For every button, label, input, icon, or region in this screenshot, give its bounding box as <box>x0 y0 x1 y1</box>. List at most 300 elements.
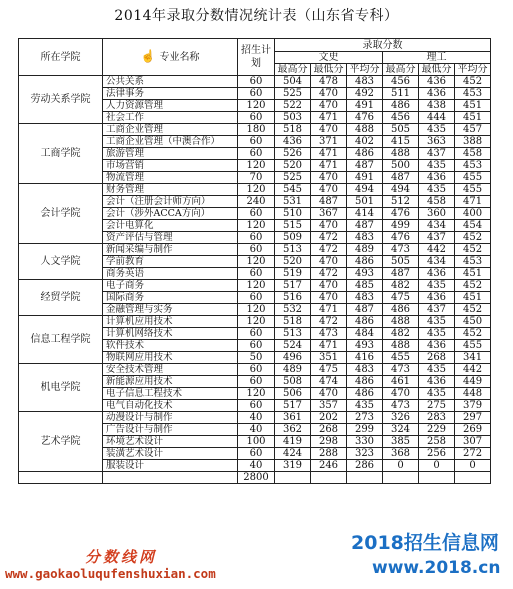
table-row <box>19 412 491 424</box>
science-max-cell: 473 <box>383 400 419 412</box>
liberal-avg-cell: 486 <box>347 376 383 388</box>
liberal-min-cell: 268 <box>311 424 347 436</box>
science-avg-cell: 448 <box>455 388 491 400</box>
science-max-cell: 368 <box>383 448 419 460</box>
science-avg-cell: 455 <box>455 172 491 184</box>
science-max-cell: 494 <box>383 184 419 196</box>
liberal-avg-cell: 489 <box>347 244 383 256</box>
liberal-min-cell: 470 <box>311 172 347 184</box>
liberal-avg-cell: 493 <box>347 268 383 280</box>
science-max-cell: 385 <box>383 436 419 448</box>
science-min-cell: 436 <box>419 292 455 304</box>
science-min-cell: 436 <box>419 172 455 184</box>
plan-cell: 120 <box>238 388 275 400</box>
table-row <box>19 316 491 328</box>
college-name: 艺术学院 <box>19 412 103 472</box>
header-liberal-avg: 平均分 <box>347 64 383 76</box>
liberal-min-cell: 472 <box>311 316 347 328</box>
major-cell: 服装设计 <box>103 460 238 472</box>
plan-cell: 40 <box>238 424 275 436</box>
liberal-avg-cell: 476 <box>347 112 383 124</box>
science-avg-cell: 341 <box>455 352 491 364</box>
table-row <box>19 124 491 136</box>
science-max-cell: 470 <box>383 388 419 400</box>
liberal-min-cell: 474 <box>311 376 347 388</box>
science-min-cell: 458 <box>419 196 455 208</box>
liberal-max-cell: 517 <box>275 400 311 412</box>
science-max-cell: 488 <box>383 340 419 352</box>
science-max-cell: 461 <box>383 376 419 388</box>
science-min-cell: 434 <box>419 220 455 232</box>
science-min-cell: 283 <box>419 412 455 424</box>
total-blank-4 <box>311 472 347 484</box>
liberal-min-cell: 475 <box>311 364 347 376</box>
major-cell: 计算机应用技术 <box>103 316 238 328</box>
plan-cell: 60 <box>238 268 275 280</box>
major-cell: 物流管理 <box>103 172 238 184</box>
liberal-max-cell: 517 <box>275 280 311 292</box>
liberal-avg-cell: 491 <box>347 172 383 184</box>
plan-cell: 60 <box>238 148 275 160</box>
plan-cell: 60 <box>238 448 275 460</box>
liberal-max-cell: 525 <box>275 88 311 100</box>
liberal-min-cell: 470 <box>311 388 347 400</box>
science-max-cell: 476 <box>383 208 419 220</box>
science-avg-cell: 452 <box>455 76 491 88</box>
science-max-cell: 0 <box>383 460 419 472</box>
science-min-cell: 268 <box>419 352 455 364</box>
page-title: 2014年录取分数情况统计表（山东省专科） <box>114 8 399 24</box>
table-body <box>19 76 491 472</box>
science-avg-cell: 388 <box>455 136 491 148</box>
header-major: ☝ 专业名称 <box>103 39 238 76</box>
college-name: 人文学院 <box>19 244 103 280</box>
liberal-min-cell: 472 <box>311 268 347 280</box>
plan-cell: 60 <box>238 76 275 88</box>
plan-cell: 60 <box>238 340 275 352</box>
science-min-cell: 436 <box>419 88 455 100</box>
header-liberal-min: 最低分 <box>311 64 347 76</box>
liberal-avg-cell: 299 <box>347 424 383 436</box>
plan-cell: 60 <box>238 400 275 412</box>
plan-cell: 60 <box>238 244 275 256</box>
major-cell: 资产评估与管理 <box>103 232 238 244</box>
liberal-min-cell: 471 <box>311 112 347 124</box>
science-min-cell: 435 <box>419 160 455 172</box>
science-min-cell: 442 <box>419 244 455 256</box>
science-avg-cell: 297 <box>455 412 491 424</box>
plan-cell: 60 <box>238 328 275 340</box>
science-min-cell: 435 <box>419 328 455 340</box>
science-max-cell: 324 <box>383 424 419 436</box>
liberal-max-cell: 524 <box>275 340 311 352</box>
plan-cell: 240 <box>238 196 275 208</box>
table-row <box>19 364 491 376</box>
liberal-avg-cell: 416 <box>347 352 383 364</box>
plan-cell: 60 <box>238 208 275 220</box>
college-name: 经贸学院 <box>19 280 103 316</box>
major-cell: 法律事务 <box>103 88 238 100</box>
plan-cell: 120 <box>238 220 275 232</box>
liberal-max-cell: 361 <box>275 412 311 424</box>
science-min-cell: 435 <box>419 184 455 196</box>
liberal-avg-cell: 492 <box>347 88 383 100</box>
science-max-cell: 326 <box>383 412 419 424</box>
science-avg-cell: 307 <box>455 436 491 448</box>
liberal-min-cell: 470 <box>311 184 347 196</box>
watermark-url-left: www.gaokaoluqufenshuxian.com <box>5 566 216 581</box>
liberal-min-cell: 471 <box>311 304 347 316</box>
major-cell: 装潢艺术设计 <box>103 448 238 460</box>
science-max-cell: 505 <box>383 124 419 136</box>
liberal-min-cell: 487 <box>311 196 347 208</box>
plan-cell: 120 <box>238 316 275 328</box>
science-min-cell: 436 <box>419 76 455 88</box>
liberal-avg-cell: 273 <box>347 412 383 424</box>
liberal-max-cell: 510 <box>275 208 311 220</box>
pointer-hand-icon: ☝ <box>140 49 156 63</box>
liberal-min-cell: 367 <box>311 208 347 220</box>
liberal-max-cell: 424 <box>275 448 311 460</box>
liberal-min-cell: 298 <box>311 436 347 448</box>
science-avg-cell: 451 <box>455 292 491 304</box>
liberal-avg-cell: 487 <box>347 160 383 172</box>
science-avg-cell: 458 <box>455 148 491 160</box>
science-avg-cell: 455 <box>455 340 491 352</box>
liberal-max-cell: 519 <box>275 268 311 280</box>
liberal-max-cell: 522 <box>275 100 311 112</box>
science-min-cell: 363 <box>419 136 455 148</box>
major-cell: 金融管理与实务 <box>103 304 238 316</box>
plan-cell: 120 <box>238 280 275 292</box>
science-min-cell: 438 <box>419 100 455 112</box>
science-max-cell: 488 <box>383 148 419 160</box>
science-max-cell: 415 <box>383 136 419 148</box>
liberal-min-cell: 470 <box>311 100 347 112</box>
science-avg-cell: 450 <box>455 316 491 328</box>
science-max-cell: 486 <box>383 304 419 316</box>
liberal-avg-cell: 486 <box>347 388 383 400</box>
science-max-cell: 455 <box>383 352 419 364</box>
major-cell: 电子商务 <box>103 280 238 292</box>
major-cell: 广告设计与制作 <box>103 424 238 436</box>
major-cell: 物联网应用技术 <box>103 352 238 364</box>
major-cell: 财务管理 <box>103 184 238 196</box>
liberal-avg-cell: 485 <box>347 280 383 292</box>
plan-cell: 60 <box>238 136 275 148</box>
liberal-max-cell: 319 <box>275 460 311 472</box>
college-name: 工商学院 <box>19 124 103 184</box>
major-cell: 安全技术管理 <box>103 364 238 376</box>
liberal-max-cell: 520 <box>275 256 311 268</box>
major-cell: 工商企业管理（中澳合作） <box>103 136 238 148</box>
science-min-cell: 435 <box>419 316 455 328</box>
liberal-max-cell: 518 <box>275 316 311 328</box>
liberal-max-cell: 531 <box>275 196 311 208</box>
science-min-cell: 437 <box>419 148 455 160</box>
liberal-min-cell: 246 <box>311 460 347 472</box>
liberal-min-cell: 288 <box>311 448 347 460</box>
plan-cell: 120 <box>238 184 275 196</box>
plan-cell: 120 <box>238 256 275 268</box>
major-cell: 商务英语 <box>103 268 238 280</box>
science-avg-cell: 451 <box>455 100 491 112</box>
science-avg-cell: 457 <box>455 124 491 136</box>
major-cell: 计算机网络技术 <box>103 328 238 340</box>
science-max-cell: 482 <box>383 328 419 340</box>
watermark-text-right: 2018招生信息网 <box>351 532 499 554</box>
liberal-avg-cell: 484 <box>347 328 383 340</box>
science-max-cell: 499 <box>383 220 419 232</box>
science-max-cell: 456 <box>383 112 419 124</box>
major-cell: 国际商务 <box>103 292 238 304</box>
science-max-cell: 456 <box>383 76 419 88</box>
liberal-max-cell: 496 <box>275 352 311 364</box>
science-avg-cell: 471 <box>455 196 491 208</box>
science-avg-cell: 379 <box>455 400 491 412</box>
liberal-avg-cell: 501 <box>347 196 383 208</box>
header-science-max: 最高分 <box>383 64 419 76</box>
watermark-logo-left: 分数线网 <box>85 548 158 566</box>
liberal-min-cell: 470 <box>311 124 347 136</box>
plan-cell: 60 <box>238 112 275 124</box>
science-avg-cell: 452 <box>455 232 491 244</box>
science-min-cell: 0 <box>419 460 455 472</box>
total-blank-1 <box>19 472 103 484</box>
major-cell: 动漫设计与制作 <box>103 412 238 424</box>
science-avg-cell: 452 <box>455 328 491 340</box>
header-science: 理工 <box>383 52 491 64</box>
science-min-cell: 436 <box>419 376 455 388</box>
liberal-min-cell: 472 <box>311 244 347 256</box>
liberal-min-cell: 473 <box>311 328 347 340</box>
major-cell: 环境艺术设计 <box>103 436 238 448</box>
liberal-max-cell: 516 <box>275 292 311 304</box>
liberal-max-cell: 489 <box>275 364 311 376</box>
liberal-min-cell: 472 <box>311 232 347 244</box>
liberal-max-cell: 362 <box>275 424 311 436</box>
liberal-max-cell: 515 <box>275 220 311 232</box>
major-cell: 电气自动化技术 <box>103 400 238 412</box>
liberal-max-cell: 526 <box>275 148 311 160</box>
science-max-cell: 488 <box>383 316 419 328</box>
science-min-cell: 435 <box>419 124 455 136</box>
header-college: 所在学院 <box>19 39 103 76</box>
major-cell: 会计（注册会计师方向） <box>103 196 238 208</box>
score-table <box>18 38 491 484</box>
liberal-avg-cell: 488 <box>347 124 383 136</box>
science-avg-cell: 452 <box>455 280 491 292</box>
liberal-min-cell: 202 <box>311 412 347 424</box>
liberal-avg-cell: 323 <box>347 448 383 460</box>
liberal-avg-cell: 483 <box>347 232 383 244</box>
science-min-cell: 258 <box>419 436 455 448</box>
liberal-avg-cell: 483 <box>347 76 383 88</box>
science-avg-cell: 455 <box>455 184 491 196</box>
science-avg-cell: 0 <box>455 460 491 472</box>
plan-cell: 120 <box>238 160 275 172</box>
liberal-avg-cell: 487 <box>347 220 383 232</box>
science-max-cell: 511 <box>383 88 419 100</box>
major-cell: 电子信息工程技术 <box>103 388 238 400</box>
science-max-cell: 475 <box>383 292 419 304</box>
science-min-cell: 229 <box>419 424 455 436</box>
total-blank-3 <box>275 472 311 484</box>
science-avg-cell: 449 <box>455 376 491 388</box>
liberal-avg-cell: 494 <box>347 184 383 196</box>
total-blank-7 <box>419 472 455 484</box>
liberal-min-cell: 471 <box>311 340 347 352</box>
science-min-cell: 434 <box>419 256 455 268</box>
plan-cell: 60 <box>238 232 275 244</box>
liberal-max-cell: 545 <box>275 184 311 196</box>
science-min-cell: 435 <box>419 364 455 376</box>
table-row <box>19 280 491 292</box>
science-min-cell: 444 <box>419 112 455 124</box>
total-plan: 2800 <box>238 472 275 484</box>
liberal-avg-cell: 493 <box>347 340 383 352</box>
plan-cell: 60 <box>238 88 275 100</box>
plan-cell: 60 <box>238 376 275 388</box>
science-max-cell: 476 <box>383 232 419 244</box>
major-cell: 旅游管理 <box>103 148 238 160</box>
plan-cell: 60 <box>238 364 275 376</box>
liberal-avg-cell: 483 <box>347 364 383 376</box>
table-row <box>19 76 491 88</box>
total-blank-5 <box>347 472 383 484</box>
liberal-min-cell: 470 <box>311 256 347 268</box>
watermark-url-right: www.2018.cn <box>372 558 501 578</box>
liberal-max-cell: 509 <box>275 232 311 244</box>
liberal-avg-cell: 402 <box>347 136 383 148</box>
science-min-cell: 275 <box>419 400 455 412</box>
plan-cell: 40 <box>238 460 275 472</box>
major-cell: 公共关系 <box>103 76 238 88</box>
major-cell: 人力资源管理 <box>103 100 238 112</box>
plan-cell: 50 <box>238 352 275 364</box>
liberal-min-cell: 470 <box>311 280 347 292</box>
plan-cell: 70 <box>238 172 275 184</box>
plan-cell: 60 <box>238 292 275 304</box>
header-science-min: 最低分 <box>419 64 455 76</box>
liberal-max-cell: 518 <box>275 124 311 136</box>
table-row <box>19 184 491 196</box>
science-avg-cell: 454 <box>455 220 491 232</box>
liberal-min-cell: 351 <box>311 352 347 364</box>
plan-cell: 40 <box>238 412 275 424</box>
liberal-max-cell: 520 <box>275 160 311 172</box>
header-admission: 录取分数 <box>275 39 491 52</box>
liberal-avg-cell: 435 <box>347 400 383 412</box>
science-avg-cell: 272 <box>455 448 491 460</box>
liberal-avg-cell: 330 <box>347 436 383 448</box>
liberal-max-cell: 532 <box>275 304 311 316</box>
science-min-cell: 360 <box>419 208 455 220</box>
plan-cell: 120 <box>238 100 275 112</box>
liberal-min-cell: 478 <box>311 76 347 88</box>
science-min-cell: 435 <box>419 388 455 400</box>
liberal-max-cell: 503 <box>275 112 311 124</box>
header-liberal: 文史 <box>275 52 383 64</box>
liberal-max-cell: 419 <box>275 436 311 448</box>
liberal-max-cell: 508 <box>275 376 311 388</box>
science-max-cell: 487 <box>383 268 419 280</box>
science-min-cell: 436 <box>419 340 455 352</box>
science-max-cell: 486 <box>383 100 419 112</box>
science-avg-cell: 269 <box>455 424 491 436</box>
science-avg-cell: 451 <box>455 268 491 280</box>
science-min-cell: 437 <box>419 232 455 244</box>
science-avg-cell: 442 <box>455 364 491 376</box>
liberal-min-cell: 471 <box>311 148 347 160</box>
liberal-avg-cell: 486 <box>347 316 383 328</box>
plan-cell: 120 <box>238 304 275 316</box>
college-name: 信息工程学院 <box>19 316 103 364</box>
header-science-avg: 平均分 <box>455 64 491 76</box>
liberal-avg-cell: 487 <box>347 304 383 316</box>
total-blank-2 <box>103 472 238 484</box>
major-cell: 新闻采编与制作 <box>103 244 238 256</box>
liberal-max-cell: 436 <box>275 136 311 148</box>
liberal-max-cell: 513 <box>275 328 311 340</box>
science-max-cell: 512 <box>383 196 419 208</box>
liberal-avg-cell: 414 <box>347 208 383 220</box>
liberal-avg-cell: 483 <box>347 292 383 304</box>
college-name: 会计学院 <box>19 184 103 244</box>
liberal-min-cell: 470 <box>311 292 347 304</box>
major-cell: 软件技术 <box>103 340 238 352</box>
major-cell: 学前教育 <box>103 256 238 268</box>
liberal-avg-cell: 486 <box>347 256 383 268</box>
plan-cell: 180 <box>238 124 275 136</box>
science-min-cell: 256 <box>419 448 455 460</box>
header-liberal-max: 最高分 <box>275 64 311 76</box>
liberal-max-cell: 504 <box>275 76 311 88</box>
liberal-max-cell: 513 <box>275 244 311 256</box>
science-max-cell: 500 <box>383 160 419 172</box>
science-max-cell: 487 <box>383 172 419 184</box>
college-name: 劳动关系学院 <box>19 76 103 124</box>
science-max-cell: 473 <box>383 244 419 256</box>
science-min-cell: 437 <box>419 304 455 316</box>
major-cell: 工商企业管理 <box>103 124 238 136</box>
liberal-max-cell: 525 <box>275 172 311 184</box>
science-max-cell: 505 <box>383 256 419 268</box>
liberal-min-cell: 371 <box>311 136 347 148</box>
total-blank-8 <box>455 472 491 484</box>
major-cell: 会计（涉外ACCA方向） <box>103 208 238 220</box>
major-cell: 新能源应用技术 <box>103 376 238 388</box>
science-max-cell: 482 <box>383 280 419 292</box>
liberal-min-cell: 470 <box>311 88 347 100</box>
science-avg-cell: 452 <box>455 304 491 316</box>
science-avg-cell: 453 <box>455 88 491 100</box>
header-plan: 招生计划 <box>238 39 275 76</box>
science-avg-cell: 453 <box>455 256 491 268</box>
science-avg-cell: 400 <box>455 208 491 220</box>
liberal-min-cell: 470 <box>311 220 347 232</box>
major-cell: 市场营销 <box>103 160 238 172</box>
plan-cell: 100 <box>238 436 275 448</box>
science-avg-cell: 451 <box>455 112 491 124</box>
science-max-cell: 473 <box>383 364 419 376</box>
liberal-max-cell: 506 <box>275 388 311 400</box>
header-row-1 <box>19 39 491 52</box>
science-min-cell: 436 <box>419 268 455 280</box>
liberal-avg-cell: 486 <box>347 148 383 160</box>
total-row <box>19 472 491 484</box>
science-avg-cell: 452 <box>455 244 491 256</box>
